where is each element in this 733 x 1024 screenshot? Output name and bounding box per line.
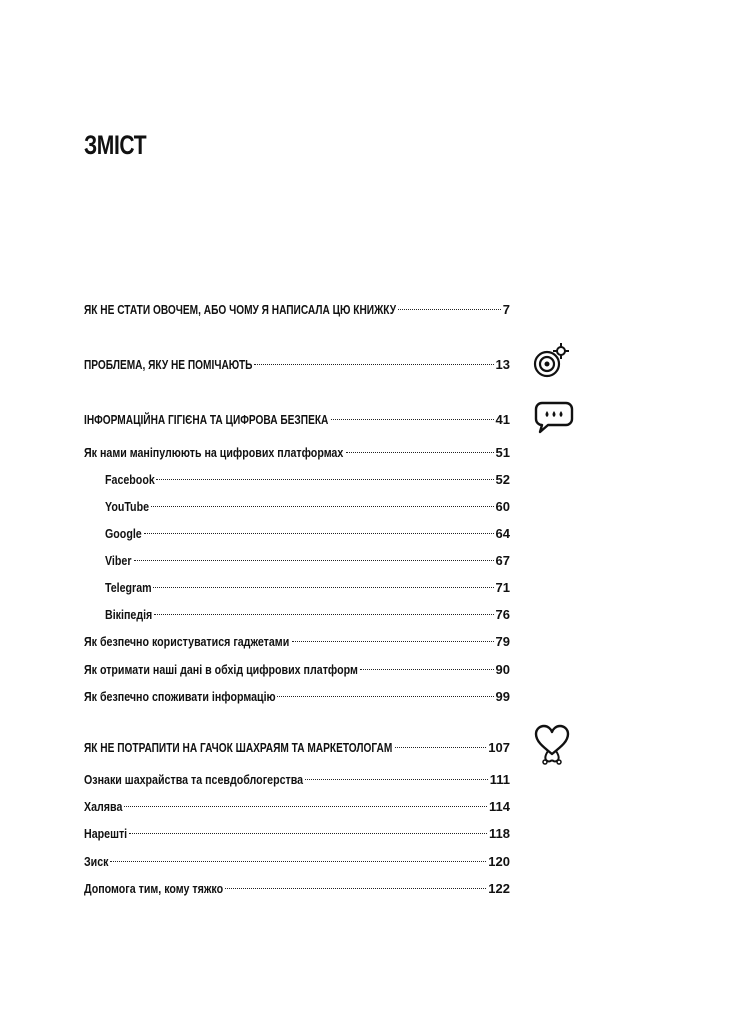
toc-entry-title: ЯК НЕ СТАТИ ОВОЧЕМ, АБО ЧОМУ Я НАПИСАЛА ЦЮ КНИЖКУ — [84, 302, 397, 317]
toc-entry[interactable] — [105, 601, 510, 622]
toc-entry[interactable] — [105, 574, 510, 595]
toc-entry-title: Facebook — [105, 472, 155, 487]
toc-entry[interactable] — [84, 656, 510, 677]
dot-leader — [360, 656, 494, 674]
toc-entry-title: Як безпечно споживати інформацію — [84, 689, 276, 704]
dot-leader — [144, 520, 494, 538]
toc-page-number: 120 — [488, 854, 510, 869]
page-title: ЗМІСТ — [84, 130, 147, 160]
dot-leader — [156, 466, 493, 484]
toc-entry[interactable] — [84, 734, 510, 755]
toc-entry-title: Вікіпедія — [105, 607, 153, 622]
dot-leader — [225, 875, 486, 893]
toc-page-number: 114 — [489, 799, 510, 814]
toc-entry[interactable] — [105, 466, 510, 487]
toc-entry-title: Зиск — [84, 854, 109, 869]
toc-entry-title: Ознаки шахрайства та псевдоблогерства — [84, 772, 304, 787]
toc-entry[interactable] — [84, 628, 510, 649]
toc-entry[interactable] — [84, 296, 510, 317]
toc-page-number: 67 — [495, 553, 510, 568]
toc-entry[interactable] — [105, 493, 510, 514]
toc-entry-title: Google — [105, 526, 142, 541]
toc-page-number: 107 — [488, 740, 510, 755]
toc-page-number: 111 — [489, 772, 510, 787]
toc-entry-title: Допомога тим, кому тяжко — [84, 881, 224, 896]
toc-entry-title: YouTube — [105, 499, 150, 514]
dot-leader — [292, 628, 494, 646]
dot-leader — [277, 683, 493, 701]
toc-entry[interactable] — [105, 547, 510, 568]
toc-page-number: 118 — [489, 826, 510, 841]
toc-page-number: 64 — [495, 526, 510, 541]
dot-leader — [151, 493, 494, 511]
target-icon — [531, 342, 573, 380]
toc-entry[interactable] — [84, 406, 510, 427]
toc-page-number: 71 — [495, 580, 510, 595]
dot-leader — [346, 439, 494, 457]
toc-entry[interactable] — [84, 875, 510, 896]
toc-entry[interactable] — [84, 793, 510, 814]
toc-entry-title: ПРОБЛЕМА, ЯКУ НЕ ПОМІЧАЮТЬ — [84, 357, 253, 372]
dot-leader — [134, 547, 494, 565]
toc-entry-title: Viber — [105, 553, 132, 568]
toc-page-number: 13 — [495, 357, 510, 372]
toc-entry[interactable] — [84, 683, 510, 704]
toc-entry-title: Як нами маніпулюють на цифрових платформах — [84, 445, 344, 460]
toc-page-number: 90 — [495, 662, 510, 677]
dot-leader — [154, 601, 494, 619]
dot-leader — [305, 766, 488, 784]
dot-leader — [254, 351, 493, 369]
dot-leader — [153, 574, 493, 592]
toc-entry-title: Telegram — [105, 580, 152, 595]
toc-entry-title: Як отримати наші дані в обхід цифрових платформ — [84, 662, 358, 677]
toc-entry-title: Як безпечно користуватися гаджетами — [84, 634, 290, 649]
toc-page-number: 76 — [495, 607, 510, 622]
toc-entry[interactable] — [84, 848, 510, 869]
dot-leader — [398, 296, 501, 314]
toc-page-number: 79 — [495, 634, 510, 649]
toc-entry[interactable] — [84, 351, 510, 372]
toc-page-number: 99 — [495, 689, 510, 704]
toc-entry[interactable] — [84, 766, 510, 787]
toc-entry[interactable] — [105, 520, 510, 541]
toc-entry-title: ЯК НЕ ПОТРАПИТИ НА ГАЧОК ШАХРАЯМ ТА МАРКЕТОЛОГАМ — [84, 740, 393, 755]
toc-page-number: 122 — [488, 881, 510, 896]
dot-leader — [395, 734, 487, 752]
toc-page-number: 52 — [495, 472, 510, 487]
dot-leader — [110, 848, 486, 866]
toc-page-number: 60 — [495, 499, 510, 514]
toc-entry[interactable] — [84, 820, 510, 841]
speech-bubble-icon — [534, 400, 574, 434]
toc-entry-title: Халява — [84, 799, 123, 814]
dot-leader — [129, 820, 487, 838]
toc-entry-title: Нарешті — [84, 826, 128, 841]
hook-heart-icon — [532, 724, 572, 766]
toc-page-number: 7 — [502, 302, 510, 317]
toc-page-number: 51 — [495, 445, 510, 460]
toc-page-number: 41 — [495, 412, 510, 427]
toc-entry-title: ІНФОРМАЦІЙНА ГІГІЄНА ТА ЦИФРОВА БЕЗПЕКА — [84, 412, 329, 427]
dot-leader — [124, 793, 487, 811]
toc-entry[interactable] — [84, 439, 510, 460]
dot-leader — [331, 406, 494, 424]
